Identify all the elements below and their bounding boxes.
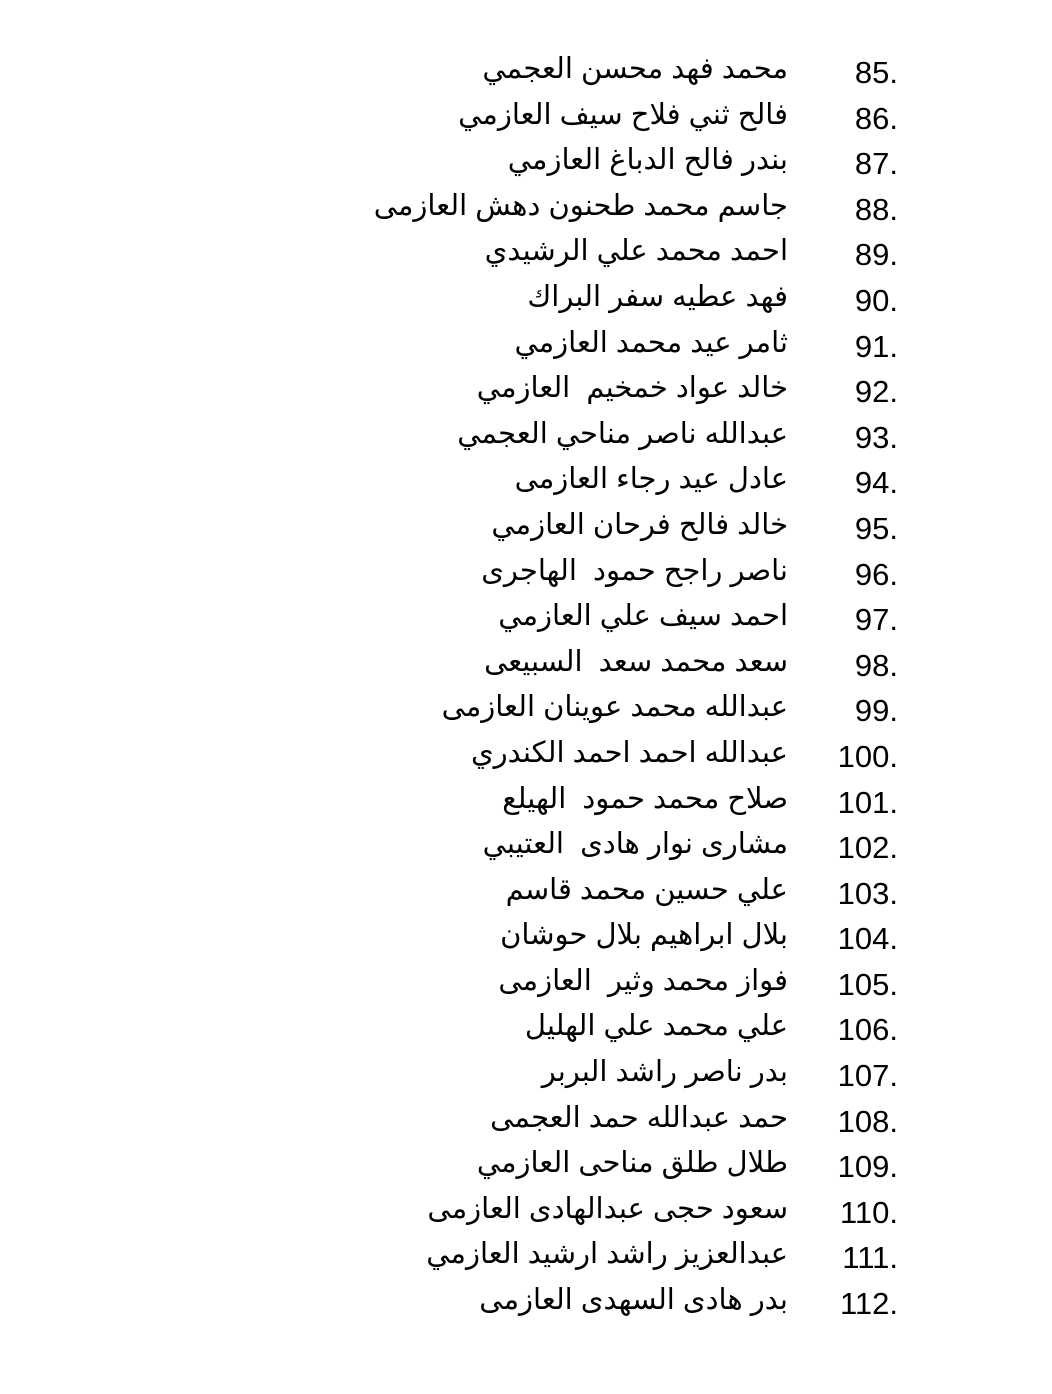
person-name: بلال ابراهيم بلال حوشان	[500, 919, 788, 952]
item-number: 93.	[854, 419, 898, 455]
person-name: بندر فالح الدباغ العازمي	[507, 144, 788, 177]
item-number: 112.	[839, 1286, 898, 1322]
person-name: حمد عبدالله حمد العجمى	[490, 1101, 788, 1134]
list-item	[0, 412, 1052, 458]
list-item	[0, 503, 1052, 549]
person-name: خالد عواد خمخيم العازمي	[476, 372, 788, 405]
person-name: سعود حجى عبدالهادى العازمى	[427, 1192, 788, 1225]
item-number: 86.	[854, 100, 898, 136]
list-item	[0, 1187, 1052, 1233]
person-name: عبدالله احمد احمد الكندري	[470, 736, 788, 769]
item-number: 100.	[837, 738, 898, 774]
list-item	[0, 731, 1052, 777]
list-item	[0, 913, 1052, 959]
person-name: بدر ناصر راشد البربر	[541, 1056, 788, 1089]
item-number: 89.	[854, 237, 898, 273]
list-item	[0, 366, 1052, 412]
list-item	[0, 1278, 1052, 1324]
list-item	[0, 777, 1052, 823]
list-item	[0, 321, 1052, 367]
item-number: 108.	[837, 1103, 898, 1139]
item-number: 111.	[842, 1240, 898, 1276]
list-item	[0, 594, 1052, 640]
list-item	[0, 1141, 1052, 1187]
list-item	[0, 275, 1052, 321]
list-item	[0, 1004, 1052, 1050]
item-number: 103.	[837, 875, 898, 911]
person-name: احمد محمد علي الرشيدي	[484, 235, 788, 268]
list-item	[0, 229, 1052, 275]
list-item	[0, 1096, 1052, 1142]
person-name: فواز محمد وثير العازمى	[498, 964, 788, 997]
person-name: صلاح محمد حمود الهيلع	[502, 782, 788, 815]
list-item	[0, 184, 1052, 230]
person-name: علي حسين محمد قاسم	[505, 873, 788, 906]
list-item	[0, 822, 1052, 868]
person-name: عادل عيد رجاء العازمى	[514, 463, 788, 496]
item-number: 87.	[854, 146, 898, 182]
numbered-name-list	[0, 47, 1052, 1324]
item-number: 91.	[854, 328, 898, 364]
person-name: عبدالله محمد عوينان العازمى	[441, 691, 788, 724]
person-name: فالح ثني فلاح سيف العازمي	[458, 98, 788, 131]
list-item	[0, 959, 1052, 1005]
item-number: 102.	[837, 830, 898, 866]
item-number: 88.	[854, 191, 898, 227]
person-name: محمد فهد محسن العجمي	[482, 53, 788, 85]
item-number: 97.	[854, 602, 898, 638]
item-number: 98.	[854, 647, 898, 683]
list-item	[0, 47, 1052, 93]
list-item	[0, 1050, 1052, 1096]
list-item	[0, 685, 1052, 731]
item-number: 95.	[854, 510, 898, 546]
list-item	[0, 93, 1052, 139]
item-number: 107.	[837, 1058, 898, 1094]
person-name: طلال طلق مناحى العازمي	[476, 1147, 788, 1180]
list-item	[0, 868, 1052, 914]
item-number: 92.	[854, 374, 898, 410]
person-name: ناصر راجح حمود الهاجرى	[481, 554, 788, 587]
list-item	[0, 549, 1052, 595]
person-name: احمد سيف علي العازمي	[498, 600, 788, 633]
item-number: 96.	[854, 556, 898, 592]
item-number: 106.	[837, 1012, 898, 1048]
list-item	[0, 138, 1052, 184]
person-name: سعد محمد سعد السبيعى	[484, 645, 788, 678]
item-number: 105.	[837, 966, 898, 1002]
item-number: 101.	[837, 784, 898, 820]
person-name: بدر هادى السهدى العازمى	[479, 1284, 788, 1317]
list-item	[0, 1232, 1052, 1278]
person-name: جاسم محمد طحنون دهش العازمى	[373, 189, 788, 222]
person-name: مشارى نوار هادى العتيبي	[482, 828, 788, 861]
item-number: 85.	[854, 55, 898, 90]
item-number: 104.	[837, 921, 898, 957]
item-number: 109.	[837, 1149, 898, 1185]
list-item	[0, 457, 1052, 503]
list-item	[0, 640, 1052, 686]
person-name: علي محمد علي الهليل	[524, 1010, 788, 1043]
item-number: 99.	[854, 693, 898, 729]
item-number: 110.	[839, 1194, 898, 1230]
item-number: 94.	[854, 465, 898, 501]
person-name: ثامر عيد محمد العازمي	[514, 326, 788, 359]
person-name: عبدالله ناصر مناحي العجمي	[457, 417, 788, 450]
person-name: فهد عطيه سفر البراك	[527, 280, 788, 313]
item-number: 90.	[854, 282, 898, 318]
person-name: خالد فالح فرحان العازمي	[491, 508, 788, 541]
person-name: عبدالعزيز راشد ارشيد العازمي	[426, 1238, 788, 1271]
